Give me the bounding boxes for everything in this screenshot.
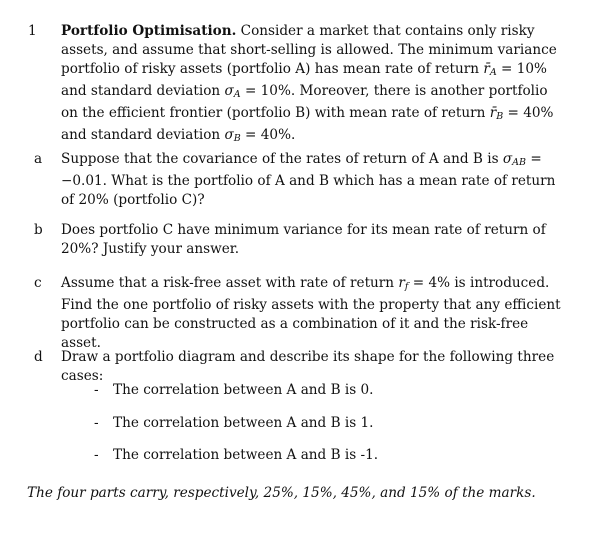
part-c-label: c xyxy=(34,275,42,291)
risk-free-symbol: r xyxy=(398,275,405,291)
mean-return-b-subscript: B xyxy=(496,111,504,122)
covariance-symbol: σ xyxy=(502,151,513,167)
covariance-subscript: AB xyxy=(512,157,526,168)
mean-return-a-subscript: A xyxy=(489,67,497,78)
mean-return-b-symbol: r̄ xyxy=(489,105,497,121)
risk-free-subscript: f xyxy=(404,281,409,292)
part-a-label: a xyxy=(34,151,43,167)
marks-footer: The four parts carry, respectively, 25%, 15%, 45%, and 15% of the marks. xyxy=(27,485,536,501)
part-a-seg1: Suppose that the covariance of the rates of return of A and B is xyxy=(61,151,503,167)
bullet-item: The correlation between A and B is 1. xyxy=(113,415,374,431)
part-b-label: b xyxy=(34,222,43,238)
part-d-text: Draw a portfolio diagram and describe its shape for the following three cases: xyxy=(61,349,555,384)
std-dev-b-symbol: σ xyxy=(224,127,234,143)
bullet-item: The correlation between A and B is -1. xyxy=(113,447,379,463)
bullet-dash: - xyxy=(94,447,99,463)
mean-return-b-value: = 40% and standard deviation xyxy=(61,105,554,143)
part-d-label: d xyxy=(34,349,43,365)
std-dev-a-symbol: σ xyxy=(224,83,234,99)
bullet-dash: - xyxy=(94,382,99,398)
mean-return-a-symbol: r̄ xyxy=(483,61,490,77)
question-title: Portfolio Optimisation. xyxy=(61,23,237,39)
part-c-seg2: = 4% is introduced. Find the one portfolio of risky assets with the property that any efficient portfolio can be constructed as a combination of it and the risk-free asset. xyxy=(61,275,561,351)
std-dev-b-subscript: B xyxy=(233,133,241,144)
question-number: 1 xyxy=(28,23,37,39)
std-dev-b-value: = 40%. xyxy=(240,127,296,143)
part-a-text xyxy=(61,150,561,210)
mean-return-a-value: = 10% and standard deviation xyxy=(61,61,547,99)
part-a-seg2: = −0.01. What is the portfolio of A and B which has a mean rate of return of 20% (portfolio C)? xyxy=(61,151,556,208)
intro-text: Consider a market that contains only risky assets, and assume that short-selling is allowed. The minimum variance portfolio of risky assets (portfolio A) has mean rate of return xyxy=(61,23,557,77)
part-b-text: Does portfolio C have minimum variance for its mean rate of return of 20%? Justify your answer. xyxy=(61,222,546,257)
std-dev-a-value: = 10%. Moreover, there is another portfolio on the efficient frontier (portfolio B) with mean rate of return xyxy=(61,83,548,121)
std-dev-a-subscript: A xyxy=(233,89,241,100)
bullet-item: The correlation between A and B is 0. xyxy=(113,382,374,398)
question-intro xyxy=(61,22,561,148)
bullet-dash: - xyxy=(94,415,99,431)
part-c-seg1: Assume that a risk-free asset with rate of return xyxy=(61,275,399,291)
part-c-text xyxy=(61,274,561,353)
